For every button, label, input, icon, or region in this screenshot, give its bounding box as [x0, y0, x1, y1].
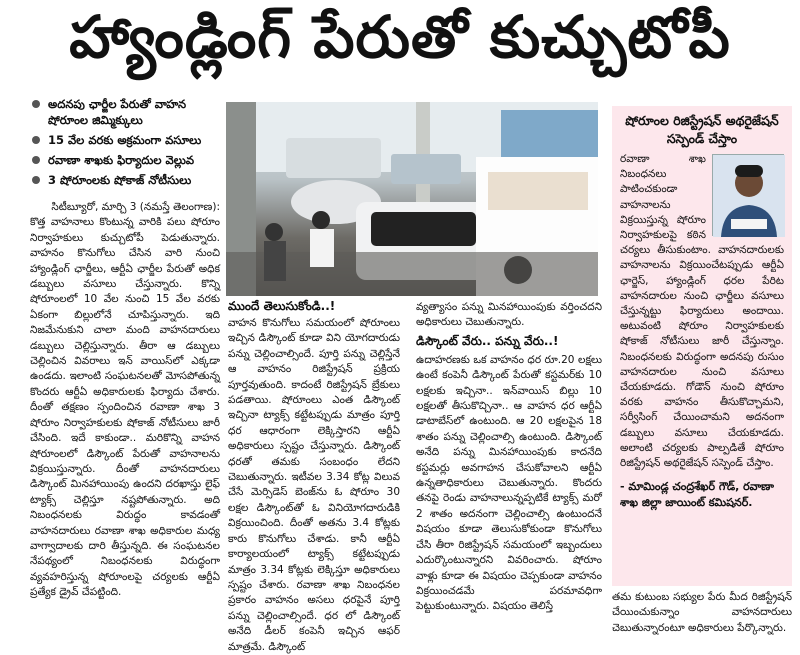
official-quote-box: [612, 106, 792, 586]
person-icon: [713, 155, 785, 237]
bullet-icon: [32, 100, 40, 108]
article-body-1: కొత్త వాహనాలు కొంటున్న వారికి పలు షోరూం నిర్వాహకులు కుచ్చుటోపీ పెడుతున్నారు. వాహనం కొనుగోలు చేసిన వారి నుంచి హ్యాండ్లింగ్ ఛార్జీలు, ఆర్టీఏ ఛార్జీల పేరుతో అధిక డబ్బులు వసూలు చేస్తున్నారు. కొన్ని షోరూంలలో 10 వేల నుంచి 15 వేల వరకు ఏకంగా బిల్లులోనే చూపిస్తున్నారు. ఇది నిజమేనుకుని చాలా మంది వాహనదారులు డబ్బులు చెల్లిస్తున్నారు. తీరా ఆ డబ్బులు చెల్లించిన వివరాలు ఇన్ వాయిస్‌లో ఎక్కడా ఉండదు. ఇలాంటి సంఘటనలతో మోసపోతున్న కొందరు ఆర్టీఏ అధికారులకు ఫిర్యాదు చేశారు. దీంతో తక్షణం స్పందించిన రవాణా శాఖ 3 షోరూం నిర్వాహకులకు షోకాజ్ నోటీసులు జారీ చేసింది. ఇదే కాకుండా.. మరికొన్ని వాహన షోరూంలలో డిస్కౌంట్ పేరుతో వాహనాలను విక్రయిస్తున్నారు. దీంతో వాహనదారులు డిస్కౌంట్ మినహాయింపు ఉందని దరఖాస్తు లైఫ్ ట్యాక్స్ చెల్లిస్తూ నష్టపోతున్నారు. అది నిబంధనలకు విరుద్ధం కావడంతో వాహనదారులు రవాణా శాఖ అధికారుల మధ్య వాగ్వాదాలకు దారి తీస్తున్నది. ఈ సంఘటనల నేపథ్యంలో నిబంధనలకు విరుద్ధంగా వ్యవహరిస్తున్న షోరూంలపై చర్యలకు ఆర్టీఏ ప్రత్యేక డ్రైవ్ చేపట్టింది.: [30, 216, 220, 599]
photo-caption: ముందే తెలుసుకోండి..!: [228, 299, 336, 313]
highlight-item: 15 వేల వరకు అక్రమంగా వసూలు: [30, 132, 220, 148]
article-body-2: వాహన కొనుగోలు సమయంలో షోరూంలు ఇచ్చిన డిస్కౌంట్ కూడా విని యోగదారుడు పన్ను చెల్లించాల్సిందే. పూర్తి పన్ను చెల్లిస్తేనే ఆ వాహనం రిజిస్ట్రేషన్ ప్రక్రియ పూర్తవుతుంది. కాదంటే రిజిస్ట్రేషన్ బ్రేకులు పడతాయి. షోరూంలు ఎంత డిస్కౌంట్ ఇచ్చినా ట్యాక్స్ కట్టేటప్పుడు మాత్రం పూర్తి ధర ఆధారంగా లెక్కిస్తారని ఆర్టీఏ అధికారులు స్పష్టం చేస్తున్నారు. డిస్కౌంట్ ధరతో తమకు సంబంధం లేదని చెబుతున్నారు. ఇటీవల 3.34 కోట్ల విలువ చేసే మెర్సిడెస్ బెంజ్‌ను ఓ షోరూం 30 లక్షల డిస్కౌంట్‌తో ఓ వినియోగదారుడికి విక్రయించింది. దీంతో అతను 3.4 కోట్లకు కారు కొనుగోలు చేశాడు. కానీ ఆర్టీఏ కార్యాలయంలో ట్యాక్స్ కట్టేటప్పుడు మాత్రం 3.34 కోట్లకు లెక్కిస్తూ అధికారులు స్పష్టం చేశారు. రవాణా శాఖ నిబంధనల ప్రకారం వాహనం అసలు ధరపైనే పూర్తి పన్ను చెల్లించాల్సిందే. ధర లో డిస్కౌంట్ అనేది డీలర్ కంపెనీ ఇచ్చిన ఆఫర్ మాత్రమే. డిస్కౌంట్: [228, 317, 400, 653]
headline: హ్యాండ్లింగ్ పేరుతో కుచ్చుటోపీ: [69, 2, 731, 71]
highlight-item: అదనపు ఛార్జీల పేరుతో వాహన షోరూంల జిమ్మిక్కులు: [30, 96, 220, 128]
box-title: షోరూంల రిజిస్ట్రేషన్ అథరైజేషన్ సస్పెండ్ చేస్తాం: [625, 113, 779, 146]
bullet-icon: [32, 136, 40, 144]
subheading: డిస్కౌంట్ వేరు.. పన్ను వేరు..!: [416, 333, 559, 348]
highlight-item: 3 షోరూంలకు షోకాజ్ నోటీసులు: [30, 172, 220, 188]
box-body-text: రవాణా శాఖ నిబంధనలు పాటించకుండా వాహనాలను విక్రయిస్తున్న షోరూం నిర్వాహకులపై కఠిన చర్యలు తీసుకుంటాం. వాహనదారులకు వాహనాలను విక్రయించేటప్పుడు ఆర్టీఏ ఛార్జెస్, హ్యాండ్లింగ్ ధరల పేరిట వాహనదారుల నుంచి ఛార్జీలు వసూలు చేస్తున్నట్టు ఫిర్యాదులు అందాయి. అటువంటి షోరూం నిర్వాహకులకు షోకాజ్ నోటీసులు జారీ చేస్తున్నాం. నిబంధనలకు విరుద్ధంగా అదనపు రుసుం వాహనదారుల నుంచి వసూలు చేయకూడదు. గోడౌన్ నుంచి షోరూం వరకు వాహనం తీసుకొచ్చామని, సర్వీసింగ్ చేయించామని అదనంగా డబ్బులు వసూలు చేయకూడదు. అలాంటి చర్యలకు పాల్పడితే షోరూం రిజిస్ట్రేషన్ అథరైజేషన్ సస్పెండ్ చేస్తాం.: [620, 153, 784, 470]
traffic-scene-image: [226, 102, 598, 296]
box-body: [620, 152, 784, 471]
article-column-1: [30, 200, 220, 640]
dateline: సిటీబ్యూరో, మార్చి 3 (నమస్తే తెలంగాణ):: [51, 201, 220, 213]
article-column-2: [228, 316, 400, 653]
highlights-list: [30, 96, 220, 192]
article-body-3: ఉదాహరణకు ఒక వాహనం ధర రూ.20 లక్షలు ఉంటే కంపెనీ డిస్కౌంట్ పేరుతో కస్టమర్‌కు 10 లక్షలకు ఇచ్చినా.. ఇన్‌వాయిస్ బిల్లు 10 లక్షలతో తీసుకొచ్చినా.. ఆ వాహన ధర ఆర్టీఏ డాటాబేస్‌లో ఉంటుంది. ఆ 20 లక్షలపైన 18 శాతం పన్ను చెల్లించాల్సి ఉంటుంది. డిస్కౌంట్ అనేది పన్ను మినహాయింపుకు కాదనేది కస్టమర్లు అవగాహన చేసుకోవాలని ఆర్టీఏ ఉన్నతాధికారులు చెబుతున్నారు. కొందరు తనపై రెండు వాహనాలున్నప్పటికే ట్యాక్స్ మరో 2 శాతం అదనంగా చెల్లించాల్సి ఉంటుందనే విషయం కూడా తెలుసుకోకుండా కొనుగోలు చేసి తీరా రిజిస్ట్రేషన్ సమయంలో ఇబ్బందులు ఎదుర్కొంటున్నారని వివరించారు. షోరూం వాళ్లు కూడా ఈ విషయం చెప్పకుండా వాహనం విక్రయించడమే పరమావధిగా పెట్టుకుంటున్నారు. విషయం తెలిస్తే: [416, 353, 602, 613]
article-continuation: తమ కుటుంబ సభ్యుల పేరు మీద రిజిస్ట్రేషన్ చేయించుకున్నాం వాహనదారులు చెబుతున్నారంటూ అధికారులు పేర్కొన్నారు.: [612, 591, 792, 634]
article-column-3: [416, 300, 602, 640]
bullet-icon: [32, 156, 40, 164]
bullet-icon: [32, 176, 40, 184]
article-intro-3: వ్యత్యాసం పన్ను మినహాయింపుకు వర్తించదని అధికారులు చెబుతున్నారు.: [416, 301, 602, 329]
highlight-item: రవాణా శాఖకు ఫిర్యాదుల వెల్లువ: [30, 152, 220, 168]
traffic-photo: [226, 102, 598, 296]
signature: - మామిండ్ల చంద్రశేఖర్ గౌడ్, రవాణా శాఖ జిల్లా జాయింట్ కమిషనర్.: [620, 480, 774, 510]
official-portrait: [712, 154, 784, 236]
